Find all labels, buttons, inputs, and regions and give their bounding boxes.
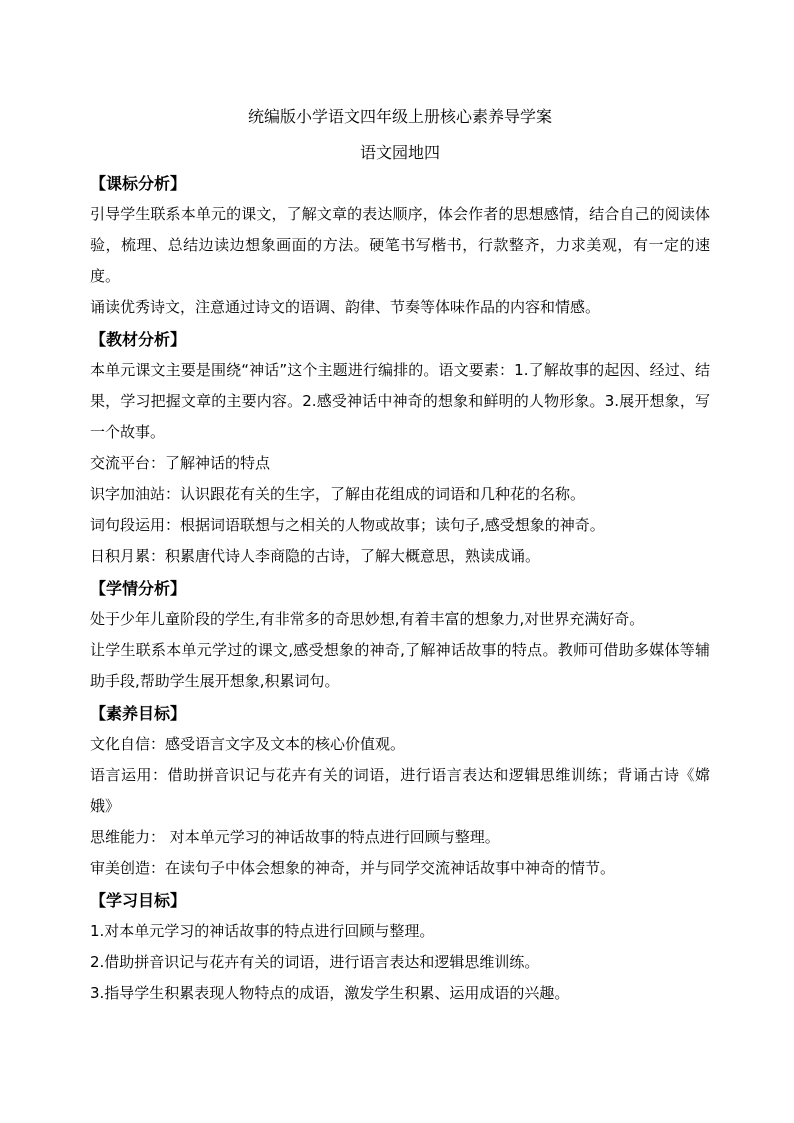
section-paragraph: 思维能力： 对本单元学习的神话故事的特点进行回顾与整理。	[90, 828, 500, 846]
section-paragraph: 交流平台：了解神话的特点	[90, 454, 271, 472]
section-paragraph: 日积月累：积累唐代诗人李商隐的古诗，了解大概意思，熟读成诵。	[90, 547, 541, 565]
section-paragraph: 处于少年儿童阶段的学生,有非常多的奇思妙想,有着丰富的想象力,对世界充满好奇。	[90, 610, 645, 628]
section-paragraph: 让学生联系本单元学过的课文,感受想象的神奇,了解神话故事的特点。教师可借助多媒体等辅助手段,帮助学生展开想象,积累词句。	[90, 641, 710, 690]
section-heading: 【教材分析】	[90, 330, 187, 349]
section-paragraph: 引导学生联系本单元的课文，了解文章的表达顺序，体会作者的思想感情，结合自己的阅读体验，梳理、总结边读边想象画面的方法。硬笔书写楷书，行款整齐，力求美观，有一定的速度。	[90, 205, 710, 285]
section-heading: 【学习目标】	[90, 891, 187, 910]
section-paragraph: 文化自信：感受语言文字及文本的核心价值观。	[90, 735, 406, 753]
section-paragraph: 本单元课文主要是围绕“神话”这个主题进行编排的。语文要素：1.了解故事的起因、经过、结果，学习把握文章的主要内容。2.感受神话中神奇的想象和鲜明的人物形象。3.展开想象，写一个故事。	[90, 361, 710, 441]
document-content	[90, 103, 710, 1009]
document-title: 统编版小学语文四年级上册核心素养导学案	[247, 107, 552, 126]
section-heading: 【素养目标】	[90, 704, 187, 723]
section-paragraph: 1.对本单元学习的神话故事的特点进行回顾与整理。	[90, 922, 435, 940]
section-learner-analysis	[90, 573, 710, 697]
section-competency-goals	[90, 698, 710, 884]
document-subtitle: 语文园地四	[359, 143, 440, 162]
section-learning-goals	[90, 885, 710, 1009]
section-textbook-analysis	[90, 324, 710, 572]
section-paragraph: 审美创造：在读句子中体会想象的神奇，并与同学交流神话故事中神奇的情节。	[90, 859, 616, 877]
section-paragraph: 2.借助拼音识记与花卉有关的词语，进行语言表达和逻辑思维训练。	[90, 953, 540, 971]
section-heading: 【学情分析】	[90, 579, 187, 598]
section-paragraph: 语言运用：借助拼音识记与花卉有关的词语，进行语言表达和逻辑思维训练；背诵古诗《嫦娥》	[90, 766, 710, 815]
section-paragraph: 3.指导学生积累表现人物特点的成语，激发学生积累、运用成语的兴趣。	[90, 984, 570, 1002]
section-paragraph: 诵读优秀诗文，注意通过诗文的语调、韵律、节奏等体味作品的内容和情感。	[90, 298, 601, 316]
section-curriculum-analysis	[90, 168, 710, 323]
section-heading: 【课标分析】	[90, 174, 187, 193]
section-paragraph: 识字加油站：认识跟花有关的生字，了解由花组成的词语和几种花的名称。	[90, 485, 586, 503]
section-paragraph: 词句段运用：根据词语联想与之相关的人物或故事；读句子,感受想象的神奇。	[90, 516, 605, 534]
